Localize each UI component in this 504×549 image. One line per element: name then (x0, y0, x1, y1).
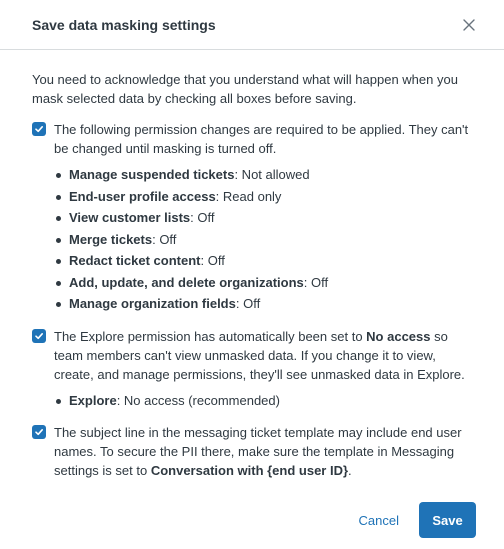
permission-changes-checkbox[interactable] (32, 122, 46, 136)
list-item: Manage organization fields: Off (53, 293, 472, 315)
close-button[interactable] (458, 14, 480, 36)
close-icon (463, 19, 475, 31)
modal-title: Save data masking settings (32, 16, 216, 33)
messaging-template-checkbox[interactable] (32, 425, 46, 439)
list-item: View customer lists: Off (53, 207, 472, 229)
modal-body (0, 50, 504, 480)
messaging-template-text: The subject line in the messaging ticket template may include end user names. To secure the PII there, make sure the template in Messaging settings is set to Conversation with {end user ID}. (54, 425, 462, 478)
list-item: Merge tickets: Off (53, 229, 472, 251)
permission-list (53, 164, 472, 315)
modal-footer (339, 502, 476, 538)
explore-permission-checkbox[interactable] (32, 329, 46, 343)
messaging-template-acknowledgement (32, 423, 472, 480)
check-icon (34, 331, 44, 341)
intro-text: You need to acknowledge that you understand what will happen when you mask selected data by checking all boxes before saving. (32, 72, 458, 106)
permission-changes-acknowledgement (32, 120, 472, 158)
explore-permission-acknowledgement (32, 327, 472, 384)
check-icon (34, 124, 44, 134)
cancel-button[interactable]: Cancel (339, 502, 419, 538)
list-item: Manage suspended tickets: Not allowed (53, 164, 472, 186)
explore-list (53, 390, 472, 412)
list-item: Add, update, and delete organizations: Off (53, 272, 472, 294)
explore-permission-text: The Explore permission has automatically been set to No access so team members can't view unmasked data. If you change it to view, create, and manage permissions, they'll see unmasked data in Explore. (54, 328, 465, 382)
save-button[interactable]: Save (419, 502, 476, 538)
permission-changes-text: The following permission changes are required to be applied. They can't be changed until masking is turned off. (54, 122, 469, 156)
check-icon (34, 427, 44, 437)
list-item: Explore: No access (recommended) (53, 390, 472, 412)
modal-header (0, 0, 504, 50)
list-item: End-user profile access: Read only (53, 186, 472, 208)
list-item: Redact ticket content: Off (53, 250, 472, 272)
